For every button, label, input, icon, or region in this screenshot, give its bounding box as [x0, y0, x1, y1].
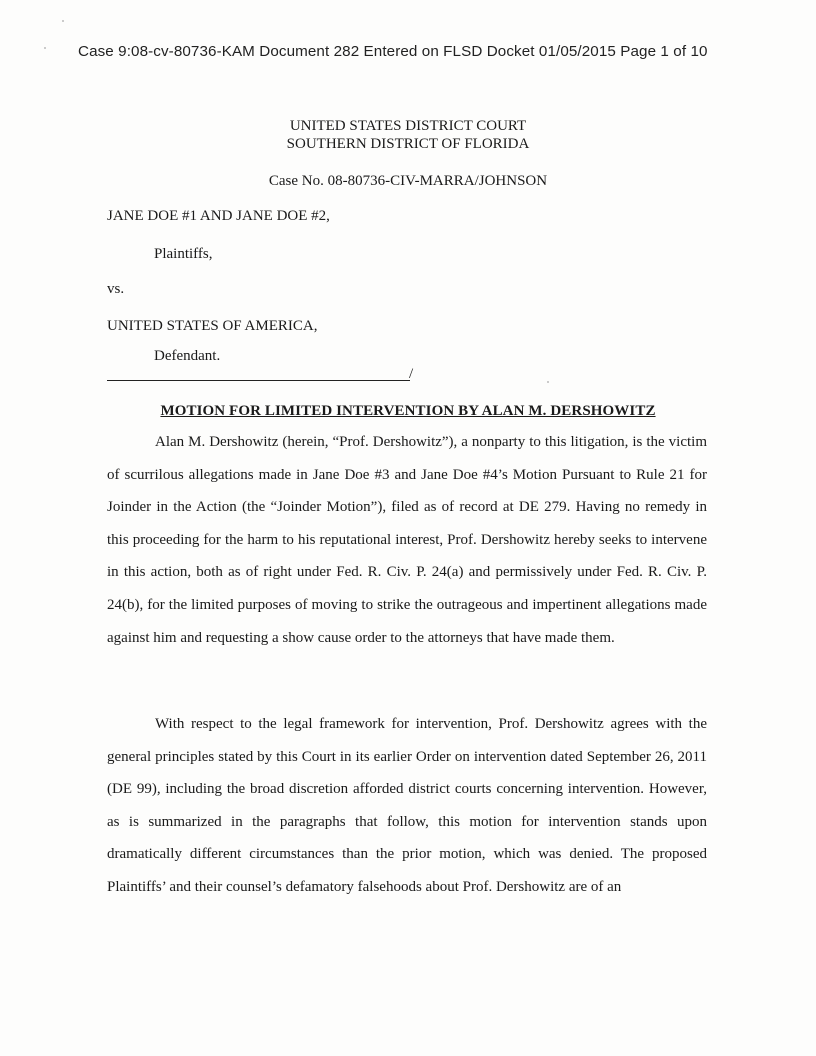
caption-slash: /: [409, 366, 414, 382]
scan-speck: [44, 47, 46, 49]
court-name-line-1: UNITED STATES DISTRICT COURT: [289, 118, 527, 134]
paragraph-1: Alan M. Dershowitz (herein, “Prof. Dershowitz”), a nonparty to this litigation, is the victim of scurrilous allegations made in Jane Doe #3 and Jane Doe #4’s Motion Pursuant to Rule 21 for Joinder in the Action (the “Joinder Motion”), filed as of record at DE 279. Having no remedy in this proceeding for the harm to his reputational interest, Prof. Dershowitz hereby seeks to intervene in this action, both as of right under Fed. R. Civ. P. 24(a) and permissively under Fed. R. Civ. P. 24(b), for the limited purposes of moving to strike the outrageous and impertinent allegations made against him and requesting a show cause order to the attorneys that have made them.: [107, 434, 707, 646]
scan-speck: [62, 20, 64, 22]
motion-title: MOTION FOR LIMITED INTERVENTION BY ALAN M. DERSHOWITZ: [160, 403, 656, 419]
defendant-name: UNITED STATES OF AMERICA,: [107, 318, 318, 334]
versus: vs.: [107, 281, 125, 297]
scan-speck: [547, 381, 549, 383]
docket-header: Case 9:08-cv-80736-KAM Document 282 Entered on FLSD Docket 01/05/2015 Page 1 of 10: [78, 43, 708, 60]
plaintiffs-role: Plaintiffs,: [154, 246, 213, 262]
caption-rule: [107, 380, 410, 381]
plaintiffs-name: JANE DOE #1 AND JANE DOE #2,: [107, 208, 330, 224]
paragraph-2: With respect to the legal framework for intervention, Prof. Dershowitz agrees with the general principles stated by this Court in its earlier Order on intervention dated September 26, 2011 (DE 99), including the broad discretion afforded district courts concerning intervention. However, as is summarized in the paragraphs that follow, this motion for intervention stands upon dramatically different circumstances than the prior motion, which was denied. The proposed Plaintiffs’ and their counsel’s defamatory falsehoods about Prof. Dershowitz are of an: [107, 716, 707, 895]
defendant-role: Defendant.: [154, 348, 221, 364]
case-number: Case No. 08-80736-CIV-MARRA/JOHNSON: [268, 173, 548, 189]
court-name-line-2: SOUTHERN DISTRICT OF FLORIDA: [286, 136, 530, 152]
